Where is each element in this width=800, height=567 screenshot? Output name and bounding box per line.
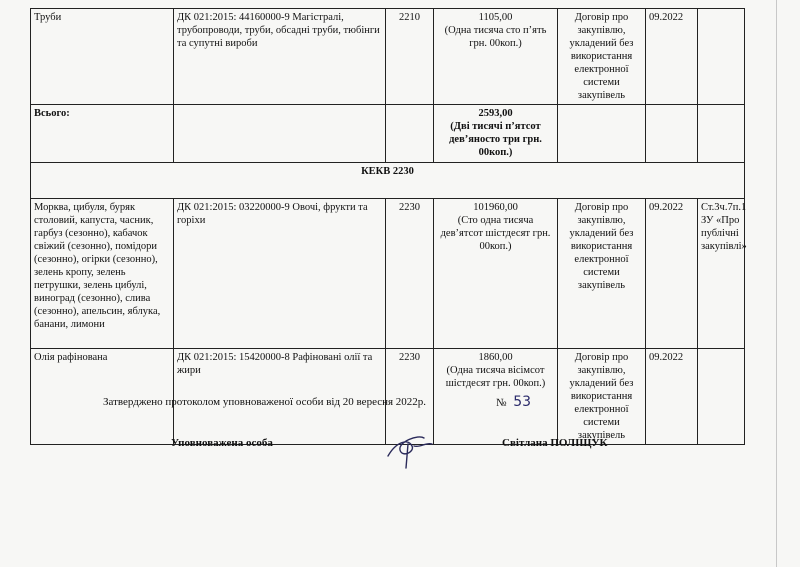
item-kekv: 2210 <box>386 9 434 105</box>
kekv-header: КЕКВ 2230 <box>31 163 745 199</box>
item-date: 09.2022 <box>646 199 698 349</box>
signature <box>378 428 438 473</box>
total-sum <box>434 105 558 163</box>
item-sum-value: 1105,00 <box>478 12 513 23</box>
approval-text: Затверджено протоколом уповноваженої особи від 20 вересня 2022р. <box>103 396 427 408</box>
signer-title: Уповноважена особа <box>171 437 273 449</box>
item-classification: ДК 021:2015: 44160000-9 Магістралі, трубопроводи, труби, обсадні труби, тюбінги та супутні вироби <box>174 9 386 105</box>
item-sum-words: (Сто одна тисяча дев’ятсот шістдесят грн. 00коп.) <box>440 215 551 252</box>
table-row <box>31 9 745 105</box>
table-row <box>31 199 745 349</box>
item-note: Ст.3ч.7п.1 ЗУ «Про публічні закупівлі» <box>698 199 745 349</box>
item-name: Морква, цибуля, буряк столовий, капуста, часник, гарбуз (сезонно), кабачок свіжий (сезонно), помідори (сезонно), огірки (сезонно), зелень кропу, зелень петрушки, зелень цибулі, виноград (сезонно), слива (сезонно), апельсин, яблука, банани, лимони <box>31 199 174 349</box>
item-date: 09.2022 <box>646 349 698 445</box>
total-label: Всього: <box>31 105 174 163</box>
item-note <box>698 349 745 445</box>
item-sum <box>434 199 558 349</box>
procurement-table <box>30 8 745 445</box>
item-procedure: Договір про закупівлю, укладений без використання електронної системи закупівель <box>558 9 646 105</box>
item-sum-words: (Одна тисяча вісімсот шістдесят грн. 00коп.) <box>445 365 546 389</box>
protocol-number-label: № <box>496 397 507 409</box>
item-note <box>698 9 745 105</box>
signer-name: Світлана ПОЛІЩУК <box>502 437 608 449</box>
protocol-number-value: 53 <box>513 394 532 410</box>
item-classification: ДК 021:2015: 15420000-8 Рафіновані олії та жири <box>174 349 386 445</box>
kekv-header-row <box>31 163 745 199</box>
protocol-number <box>496 394 531 410</box>
item-procedure: Договір про закупівлю, укладений без використання електронної системи закупівель <box>558 199 646 349</box>
item-sum-words: (Одна тисяча сто п’ять грн. 00коп.) <box>444 25 547 49</box>
scan-edge-line <box>776 0 777 567</box>
item-name: Труби <box>31 9 174 105</box>
total-sum-value: 2593,00 <box>478 108 513 119</box>
item-sum-value: 1860,00 <box>478 352 513 363</box>
item-kekv: 2230 <box>386 349 434 445</box>
item-procedure: Договір про закупівлю, укладений без використання електронної системи закупівель <box>558 349 646 445</box>
item-sum <box>434 9 558 105</box>
item-kekv: 2230 <box>386 199 434 349</box>
item-classification: ДК 021:2015: 03220000-9 Овочі, фрукти та горіхи <box>174 199 386 349</box>
total-row <box>31 105 745 163</box>
item-date: 09.2022 <box>646 9 698 105</box>
item-name: Олія рафінована <box>31 349 174 445</box>
total-sum-words: (Дві тисячі п’ятсот дев’яносто три грн. 00коп.) <box>449 121 542 158</box>
item-sum-value: 101960,00 <box>473 202 518 213</box>
